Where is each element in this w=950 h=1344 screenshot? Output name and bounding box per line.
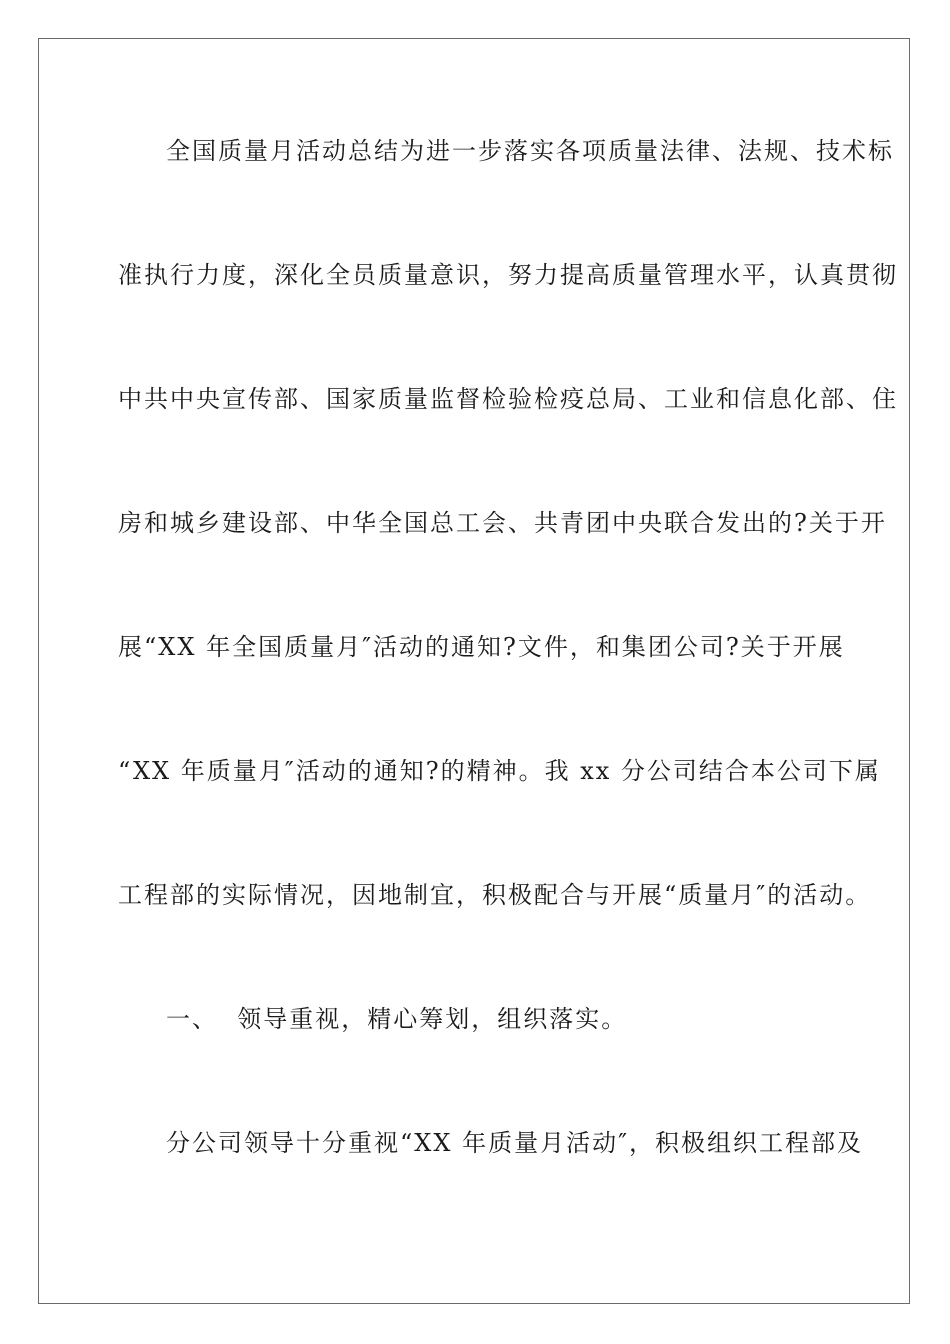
section-heading-1: 一、 领导重视，精心筹划，组织落实。 bbox=[166, 1005, 628, 1033]
paragraph-line-1: 全国质量月活动总结为进一步落实各项质量法律、法规、技术标 bbox=[166, 137, 894, 165]
paragraph-line-5: 展“XX 年全国质量月″活动的通知?文件，和集团公司?关于开展 bbox=[118, 633, 845, 661]
paragraph-line-6: “XX 年质量月″活动的通知?的精神。我 xx 分公司结合本公司下属 bbox=[118, 757, 881, 785]
paragraph-line-3: 中共中央宣传部、国家质量监督检验检疫总局、工业和信息化部、住 bbox=[118, 385, 898, 413]
paragraph-line-4: 房和城乡建设部、中华全国总工会、共青团中央联合发出的?关于开 bbox=[118, 509, 887, 537]
paragraph-line-9: 分公司领导十分重视“XX 年质量月活动″，积极组织工程部及 bbox=[166, 1129, 864, 1157]
paragraph-line-2: 准执行力度，深化全员质量意识，努力提高质量管理水平，认真贯彻 bbox=[118, 261, 898, 289]
paragraph-line-7: 工程部的实际情况，因地制宜，积极配合与开展“质量月″的活动。 bbox=[118, 881, 872, 909]
page-border bbox=[38, 38, 910, 1304]
